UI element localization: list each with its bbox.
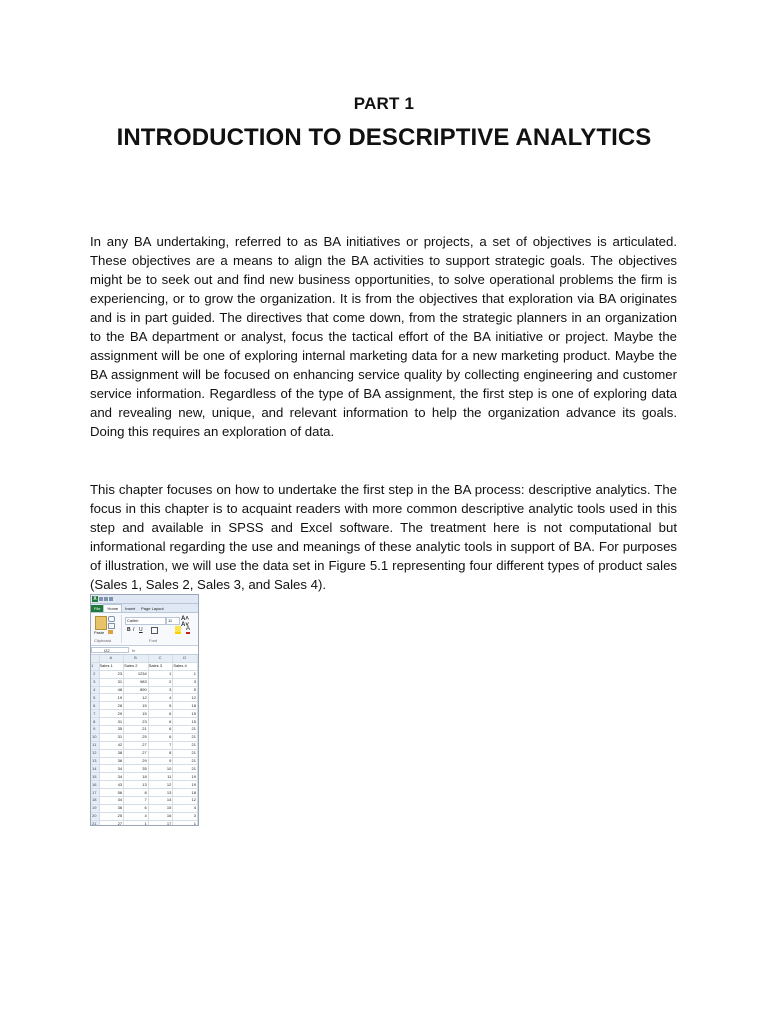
table-row xyxy=(91,686,198,694)
redo-icon xyxy=(109,597,113,601)
table-row xyxy=(91,749,198,757)
data-cell: 3 xyxy=(173,678,198,686)
data-cell: 1 xyxy=(148,670,173,678)
data-cell: 25 xyxy=(124,733,149,741)
table-row xyxy=(91,710,198,718)
data-cell: 10 xyxy=(148,765,173,773)
cut-icon xyxy=(108,616,115,622)
data-cell: 5 xyxy=(148,702,173,710)
data-cell: 21 xyxy=(173,757,198,765)
excel-title-bar xyxy=(91,595,198,604)
excel-formula-bar xyxy=(91,646,198,655)
data-cell: 7 xyxy=(148,741,173,749)
data-cell: 6 xyxy=(148,726,173,734)
data-cell: 34 xyxy=(99,765,124,773)
row-number-cell: 13 xyxy=(91,757,99,765)
borders-icon xyxy=(151,627,158,634)
data-cell: 6 xyxy=(148,718,173,726)
data-cell: 11 xyxy=(148,773,173,781)
table-row xyxy=(91,797,198,805)
data-cell: 21 xyxy=(173,741,198,749)
data-cell: 9 xyxy=(148,757,173,765)
data-cell: 35 xyxy=(99,726,124,734)
row-number-cell: 16 xyxy=(91,781,99,789)
data-cell: 1 xyxy=(173,820,198,826)
font-group-label: Font xyxy=(149,638,158,643)
data-cell: 27 xyxy=(99,820,124,826)
data-cell: 21 xyxy=(173,733,198,741)
tab-home: Home xyxy=(103,604,122,612)
table-row xyxy=(91,804,198,812)
table-row xyxy=(91,820,198,826)
column-header-cell xyxy=(91,655,99,662)
data-cell: 27 xyxy=(124,749,149,757)
column-header-cell: C xyxy=(148,655,173,662)
data-cell: 18 xyxy=(173,702,198,710)
data-cell: 6 xyxy=(124,804,149,812)
data-cell: 35 xyxy=(124,765,149,773)
data-cell: 29 xyxy=(99,710,124,718)
data-cell: 4 xyxy=(124,812,149,820)
row-number-cell: 5 xyxy=(91,694,99,702)
data-cell: 34 xyxy=(99,773,124,781)
undo-icon xyxy=(104,597,108,601)
row-number-cell: 7 xyxy=(91,710,99,718)
fill-color-icon xyxy=(175,626,181,634)
row-number-cell: 4 xyxy=(91,686,99,694)
row-number-cell: 10 xyxy=(91,733,99,741)
paragraph-intro: In any BA undertaking, referred to as BA initiatives or projects, a set of objectives is articulated. These objectives are a means to align the BA activities to support strategic goals. The objectives might be to seek out and find new business opportunities, to solve operational problems the firm is experiencing, or to grow the organization. It is from the objectives that exploration via BA originates and is in part guided. The directives that come down, from the strategic planners in an organization to the BA department or analyst, focus the tactical effort of the BA initiative or project. Maybe the assignment will be one of exploring internal marketing data for a new marketing product. Maybe the BA assignment will be focused on enhancing service quality by collecting engineering and customer service information. Regardless of the type of BA assignment, the first step is one of exploring data and revealing new, unique, and relevant information to help the organization advance its goals. Doing this requires an exploration of data. xyxy=(90,234,677,439)
table-row xyxy=(91,781,198,789)
data-cell: 12 xyxy=(173,797,198,805)
data-cell: 23 xyxy=(99,670,124,678)
copy-icon xyxy=(108,623,115,629)
excel-grid xyxy=(91,655,198,826)
table-row xyxy=(91,741,198,749)
format-painter-icon xyxy=(108,630,113,634)
data-cell: 15 xyxy=(124,710,149,718)
data-cell: 15 xyxy=(173,718,198,726)
tab-page-layout: Page Layout xyxy=(141,606,164,611)
data-cell: 34 xyxy=(99,797,124,805)
column-header-cell: A xyxy=(99,655,124,662)
data-cell: 15 xyxy=(173,710,198,718)
data-cell: 36 xyxy=(99,757,124,765)
data-cell: 2 xyxy=(148,678,173,686)
data-cell: 890 xyxy=(124,686,149,694)
table-row xyxy=(91,765,198,773)
part-label: PART 1 xyxy=(353,94,415,113)
data-cell: 31 xyxy=(99,678,124,686)
data-cell: 14 xyxy=(148,797,173,805)
data-cell: 3 xyxy=(173,812,198,820)
row-number-cell: 21 xyxy=(91,820,99,826)
paste-icon xyxy=(95,616,107,630)
data-cell: 19 xyxy=(173,781,198,789)
data-cell: 1 xyxy=(173,670,198,678)
data-cell: 38 xyxy=(99,749,124,757)
row-number-cell: 19 xyxy=(91,804,99,812)
table-row xyxy=(91,702,198,710)
clipboard-group-label: Clipboard xyxy=(94,638,112,643)
row-number-cell: 9 xyxy=(91,726,99,734)
table-row xyxy=(91,757,198,765)
header-cell: Sales 3 xyxy=(148,662,173,670)
data-cell: 6 xyxy=(148,710,173,718)
data-cell: 15 xyxy=(124,702,149,710)
excel-icon: X xyxy=(93,596,97,602)
header-cell: Sales 4 xyxy=(173,662,198,670)
data-cell: 16 xyxy=(148,812,173,820)
data-cell: 1 xyxy=(124,820,149,826)
table-row xyxy=(91,662,198,670)
data-cell: 21 xyxy=(124,726,149,734)
data-cell: 21 xyxy=(173,749,198,757)
paste-label: Paste xyxy=(94,630,105,635)
data-cell: 12 xyxy=(148,781,173,789)
data-cell: 25 xyxy=(99,812,124,820)
row-number-cell: 20 xyxy=(91,812,99,820)
data-cell: 5 xyxy=(173,686,198,694)
font-size-box: 11 xyxy=(166,617,180,625)
italic-icon: I xyxy=(133,627,135,633)
table-row xyxy=(91,812,198,820)
header-cell: Sales 2 xyxy=(124,662,149,670)
data-cell: 4 xyxy=(173,804,198,812)
table-row xyxy=(91,678,198,686)
column-header-row xyxy=(91,655,198,662)
data-cell: 17 xyxy=(148,820,173,826)
row-number-cell: 11 xyxy=(91,741,99,749)
table-row xyxy=(91,789,198,797)
table-row xyxy=(91,694,198,702)
data-cell: 983 xyxy=(124,678,149,686)
excel-ribbon xyxy=(91,613,198,646)
data-cell: 42 xyxy=(99,741,124,749)
chapter-title: INTRODUCTION TO DESCRIPTIVE ANALYTICS xyxy=(116,124,652,151)
ribbon-separator xyxy=(121,615,122,643)
data-cell: 6 xyxy=(148,733,173,741)
name-box: I22 xyxy=(91,647,129,653)
data-cell: 13 xyxy=(148,789,173,797)
table-row xyxy=(91,773,198,781)
data-cell: 31 xyxy=(99,718,124,726)
column-header-cell: D xyxy=(173,655,198,662)
excel-ribbon-tabs xyxy=(91,604,198,613)
row-number-cell: 14 xyxy=(91,765,99,773)
tab-insert: Insert xyxy=(125,606,136,611)
header-cell: Sales 1 xyxy=(99,662,124,670)
paragraph-chapter-focus: This chapter focuses on how to undertake the first step in the BA process: descriptive analytics. The focus in this chapter is to acquaint readers with more common descriptive analytic tools used in this step and available in SPSS and Excel software. The treatment here is not computational but informational regarding the use and meanings of these analytic tools in support of BA. For purposes of illustration, we will use the data set in Figure 5.1 representing four different types of product sales (Sales 1, Sales 2, Sales 3, and Sales 4). xyxy=(90,482,677,592)
font-name-box: Calibri xyxy=(125,617,166,625)
data-cell: 29 xyxy=(124,757,149,765)
save-icon xyxy=(99,597,103,601)
data-cell: 21 xyxy=(173,726,198,734)
table-row xyxy=(91,670,198,678)
row-number-cell: 6 xyxy=(91,702,99,710)
data-cell: 18 xyxy=(124,773,149,781)
data-cell: 3 xyxy=(148,686,173,694)
table-row xyxy=(91,726,198,734)
row-number-cell: 17 xyxy=(91,789,99,797)
data-cell: 12 xyxy=(124,694,149,702)
font-color-icon: A xyxy=(186,626,191,632)
table-row xyxy=(91,718,198,726)
data-cell: 18 xyxy=(173,789,198,797)
row-number-cell: 12 xyxy=(91,749,99,757)
row-number-cell: 15 xyxy=(91,773,99,781)
data-cell: 21 xyxy=(173,765,198,773)
underline-icon: U xyxy=(139,627,143,633)
data-cell: 4 xyxy=(148,694,173,702)
row-number-cell: 8 xyxy=(91,718,99,726)
row-number-cell: 3 xyxy=(91,678,99,686)
data-cell: 27 xyxy=(124,741,149,749)
data-cell: 19 xyxy=(173,773,198,781)
bold-icon: B xyxy=(127,627,131,633)
data-cell: 31 xyxy=(99,733,124,741)
data-cell: 12 xyxy=(173,694,198,702)
data-cell: 28 xyxy=(99,702,124,710)
data-cell: 15 xyxy=(148,804,173,812)
data-cell: 13 xyxy=(124,781,149,789)
font-grow-shrink-icon: A˄ A˅ xyxy=(181,616,189,628)
data-cell: 56 xyxy=(99,789,124,797)
row-number-cell: 2 xyxy=(91,670,99,678)
data-cell: 19 xyxy=(99,694,124,702)
data-cell: 43 xyxy=(99,781,124,789)
column-header-cell: B xyxy=(124,655,149,662)
table-row xyxy=(91,733,198,741)
data-cell: 8 xyxy=(124,789,149,797)
data-cell: 1234 xyxy=(124,670,149,678)
row-number-cell: 18 xyxy=(91,797,99,805)
row-number-cell: 1 xyxy=(91,662,99,670)
data-cell: 36 xyxy=(99,804,124,812)
fx-icon: fx xyxy=(132,647,136,653)
data-cell: 48 xyxy=(99,686,124,694)
data-cell: 8 xyxy=(148,749,173,757)
data-cell: 23 xyxy=(124,718,149,726)
data-cell: 7 xyxy=(124,797,149,805)
tab-file: File xyxy=(91,605,103,612)
excel-figure xyxy=(90,594,199,826)
